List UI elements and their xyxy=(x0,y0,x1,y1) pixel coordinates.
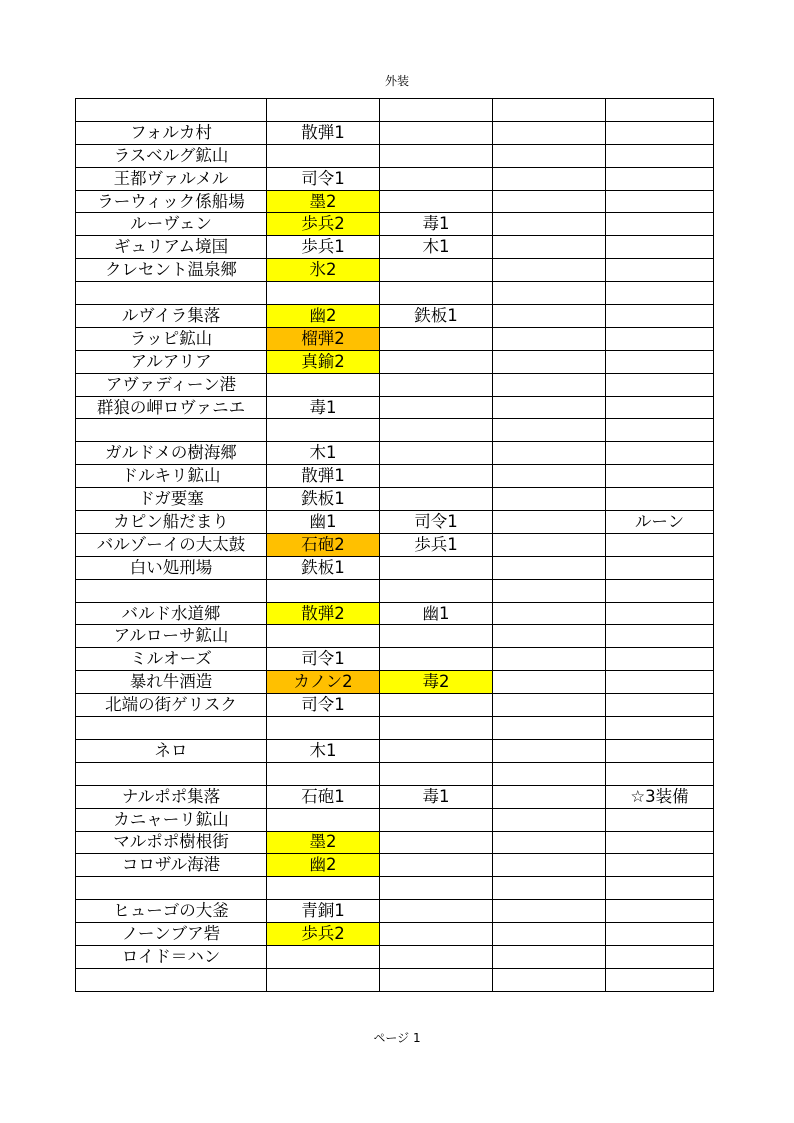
location-cell xyxy=(76,282,267,305)
spreadsheet-body xyxy=(76,99,714,992)
equip-cell-1: 散弾1 xyxy=(267,465,380,488)
note-cell xyxy=(606,488,714,511)
location-cell: ラッピ鉱山 xyxy=(76,327,267,350)
table-row xyxy=(76,968,714,991)
table-row xyxy=(76,945,714,968)
note-cell xyxy=(606,282,714,305)
equip-cell-3 xyxy=(493,602,606,625)
location-cell: アルローサ鉱山 xyxy=(76,625,267,648)
note-cell xyxy=(606,236,714,259)
equip-cell-1 xyxy=(267,717,380,740)
location-cell: カニャーリ鉱山 xyxy=(76,808,267,831)
equip-cell-2: 毒1 xyxy=(380,213,493,236)
note-cell: ルーン xyxy=(606,511,714,534)
table-row xyxy=(76,236,714,259)
table-row xyxy=(76,144,714,167)
equip-cell-2: 鉄板1 xyxy=(380,305,493,328)
equip-cell-1: 石砲1 xyxy=(267,785,380,808)
equip-cell-3 xyxy=(493,190,606,213)
note-cell xyxy=(606,373,714,396)
table-row xyxy=(76,488,714,511)
equip-cell-2: 毒1 xyxy=(380,785,493,808)
equip-cell-1: 歩兵2 xyxy=(267,213,380,236)
equip-cell-1: 散弾1 xyxy=(267,121,380,144)
note-cell xyxy=(606,739,714,762)
equip-cell-3 xyxy=(493,831,606,854)
equip-cell-1: 榴弾2 xyxy=(267,327,380,350)
equip-cell-3 xyxy=(493,305,606,328)
table-row xyxy=(76,121,714,144)
location-cell: ノーンブア砦 xyxy=(76,923,267,946)
table-row xyxy=(76,694,714,717)
location-cell: ナルポポ集落 xyxy=(76,785,267,808)
equip-cell-3 xyxy=(493,121,606,144)
note-cell xyxy=(606,213,714,236)
note-cell xyxy=(606,396,714,419)
table-row xyxy=(76,762,714,785)
location-cell: ギュリアム境国 xyxy=(76,236,267,259)
equip-cell-2 xyxy=(380,190,493,213)
note-cell xyxy=(606,671,714,694)
location-cell: ドルキリ鉱山 xyxy=(76,465,267,488)
equip-cell-2 xyxy=(380,167,493,190)
equip-cell-2 xyxy=(380,739,493,762)
equip-cell-1: 幽2 xyxy=(267,305,380,328)
location-cell: バルゾーイの大太鼓 xyxy=(76,533,267,556)
equip-cell-1: 幽1 xyxy=(267,511,380,534)
equip-cell-1: 真鍮2 xyxy=(267,350,380,373)
equip-cell-3 xyxy=(493,625,606,648)
equip-cell-3 xyxy=(493,259,606,282)
table-row xyxy=(76,373,714,396)
equip-cell-1: 歩兵1 xyxy=(267,236,380,259)
equip-cell-1: 木1 xyxy=(267,739,380,762)
table-row xyxy=(76,625,714,648)
equip-cell-2 xyxy=(380,945,493,968)
table-row xyxy=(76,556,714,579)
location-cell: 王都ヴァルメル xyxy=(76,167,267,190)
equip-cell-1 xyxy=(267,373,380,396)
table-row xyxy=(76,396,714,419)
location-cell: アヴァディーン港 xyxy=(76,373,267,396)
equip-cell-2 xyxy=(380,419,493,442)
equip-cell-1: 氷2 xyxy=(267,259,380,282)
note-cell xyxy=(606,808,714,831)
table-row xyxy=(76,671,714,694)
equip-cell-3 xyxy=(493,945,606,968)
equip-cell-3 xyxy=(493,739,606,762)
location-cell: ヒューゴの大釜 xyxy=(76,900,267,923)
equip-cell-2 xyxy=(380,968,493,991)
table-row xyxy=(76,190,714,213)
equip-cell-3 xyxy=(493,808,606,831)
equip-cell-1: 幽2 xyxy=(267,854,380,877)
equip-cell-1 xyxy=(267,968,380,991)
equip-cell-3 xyxy=(493,671,606,694)
note-cell xyxy=(606,877,714,900)
equip-cell-2 xyxy=(380,373,493,396)
equip-cell-2 xyxy=(380,900,493,923)
location-cell: ラスベルグ鉱山 xyxy=(76,144,267,167)
equip-cell-2 xyxy=(380,808,493,831)
table-row xyxy=(76,282,714,305)
note-cell xyxy=(606,625,714,648)
location-cell: マルポポ樹根街 xyxy=(76,831,267,854)
equip-cell-3 xyxy=(493,533,606,556)
table-row xyxy=(76,602,714,625)
table-row xyxy=(76,305,714,328)
equip-cell-1 xyxy=(267,762,380,785)
location-cell: コロザル海港 xyxy=(76,854,267,877)
equip-cell-2 xyxy=(380,488,493,511)
equip-cell-1 xyxy=(267,945,380,968)
equip-cell-3 xyxy=(493,968,606,991)
note-cell xyxy=(606,350,714,373)
location-cell: バルド水道郷 xyxy=(76,602,267,625)
table-row xyxy=(76,327,714,350)
equip-cell-2 xyxy=(380,327,493,350)
equip-cell-2 xyxy=(380,579,493,602)
table-row xyxy=(76,923,714,946)
equip-cell-3 xyxy=(493,511,606,534)
location-cell: 白い処刑場 xyxy=(76,556,267,579)
table-row xyxy=(76,442,714,465)
location-cell xyxy=(76,968,267,991)
equip-cell-2 xyxy=(380,259,493,282)
equip-cell-1: 石砲2 xyxy=(267,533,380,556)
equip-cell-1: 墨2 xyxy=(267,831,380,854)
equip-cell-2 xyxy=(380,877,493,900)
equip-cell-2 xyxy=(380,121,493,144)
equip-cell-1: 墨2 xyxy=(267,190,380,213)
note-cell xyxy=(606,465,714,488)
note-cell xyxy=(606,648,714,671)
equip-cell-1: 毒1 xyxy=(267,396,380,419)
equip-cell-1 xyxy=(267,579,380,602)
equip-cell-3 xyxy=(493,762,606,785)
page-header-title: 外装 xyxy=(384,74,409,88)
equip-cell-2: 司令1 xyxy=(380,511,493,534)
location-cell: アルアリア xyxy=(76,350,267,373)
equip-cell-1 xyxy=(267,625,380,648)
equip-cell-2 xyxy=(380,923,493,946)
equip-cell-1: 青銅1 xyxy=(267,900,380,923)
note-cell xyxy=(606,854,714,877)
note-cell xyxy=(606,945,714,968)
location-cell xyxy=(76,99,267,122)
table-row xyxy=(76,808,714,831)
equip-cell-3 xyxy=(493,785,606,808)
equip-cell-2 xyxy=(380,350,493,373)
note-cell xyxy=(606,556,714,579)
location-cell: ルーヴェン xyxy=(76,213,267,236)
table-row xyxy=(76,717,714,740)
equip-cell-1: 鉄板1 xyxy=(267,556,380,579)
note-cell xyxy=(606,762,714,785)
location-cell: 群狼の岬ロヴァニエ xyxy=(76,396,267,419)
location-cell: ルヴイラ集落 xyxy=(76,305,267,328)
equip-cell-3 xyxy=(493,282,606,305)
location-cell: ロイド＝ハン xyxy=(76,945,267,968)
equip-cell-2: 幽1 xyxy=(380,602,493,625)
equip-cell-3 xyxy=(493,579,606,602)
equip-cell-1: 歩兵2 xyxy=(267,923,380,946)
table-row xyxy=(76,739,714,762)
location-cell: 北端の街ゲリスク xyxy=(76,694,267,717)
equip-cell-3 xyxy=(493,213,606,236)
table-row xyxy=(76,465,714,488)
table-row xyxy=(76,854,714,877)
equip-cell-2 xyxy=(380,625,493,648)
note-cell xyxy=(606,121,714,144)
note-cell xyxy=(606,327,714,350)
equip-cell-3 xyxy=(493,396,606,419)
equip-cell-2: 歩兵1 xyxy=(380,533,493,556)
location-cell xyxy=(76,717,267,740)
equip-cell-3 xyxy=(493,877,606,900)
equip-cell-1: 散弾2 xyxy=(267,602,380,625)
equip-cell-1: カノン2 xyxy=(267,671,380,694)
table-row xyxy=(76,419,714,442)
note-cell xyxy=(606,167,714,190)
note-cell xyxy=(606,579,714,602)
table-row xyxy=(76,213,714,236)
location-cell: フォルカ村 xyxy=(76,121,267,144)
location-cell xyxy=(76,877,267,900)
location-cell: クレセント温泉郷 xyxy=(76,259,267,282)
equip-cell-2 xyxy=(380,442,493,465)
equip-cell-3 xyxy=(493,854,606,877)
equip-cell-3 xyxy=(493,465,606,488)
equip-cell-3 xyxy=(493,327,606,350)
page-footer-number: ページ 1 xyxy=(373,1031,421,1045)
note-cell xyxy=(606,602,714,625)
note-cell xyxy=(606,900,714,923)
table-row xyxy=(76,350,714,373)
note-cell xyxy=(606,717,714,740)
note-cell xyxy=(606,99,714,122)
note-cell xyxy=(606,259,714,282)
equip-cell-2 xyxy=(380,556,493,579)
equip-cell-3 xyxy=(493,717,606,740)
equip-cell-3 xyxy=(493,488,606,511)
equip-cell-2 xyxy=(380,854,493,877)
equip-cell-2 xyxy=(380,762,493,785)
equip-cell-2: 毒2 xyxy=(380,671,493,694)
table-row xyxy=(76,831,714,854)
table-row xyxy=(76,259,714,282)
equip-cell-1 xyxy=(267,144,380,167)
location-cell: ドガ要塞 xyxy=(76,488,267,511)
equip-cell-3 xyxy=(493,99,606,122)
equip-cell-3 xyxy=(493,167,606,190)
equip-cell-3 xyxy=(493,144,606,167)
equip-cell-3 xyxy=(493,556,606,579)
spreadsheet-table xyxy=(75,98,714,992)
equip-cell-2: 木1 xyxy=(380,236,493,259)
note-cell xyxy=(606,533,714,556)
equip-cell-2 xyxy=(380,144,493,167)
location-cell: 暴れ牛酒造 xyxy=(76,671,267,694)
table-row xyxy=(76,648,714,671)
equip-cell-1 xyxy=(267,99,380,122)
equip-cell-2 xyxy=(380,831,493,854)
equip-cell-2 xyxy=(380,396,493,419)
note-cell xyxy=(606,190,714,213)
location-cell xyxy=(76,762,267,785)
equip-cell-3 xyxy=(493,442,606,465)
note-cell xyxy=(606,831,714,854)
equip-cell-3 xyxy=(493,373,606,396)
location-cell xyxy=(76,579,267,602)
table-row xyxy=(76,785,714,808)
equip-cell-1 xyxy=(267,282,380,305)
note-cell xyxy=(606,144,714,167)
table-row xyxy=(76,167,714,190)
equip-cell-3 xyxy=(493,648,606,671)
equip-cell-1: 木1 xyxy=(267,442,380,465)
equip-cell-3 xyxy=(493,694,606,717)
equip-cell-1 xyxy=(267,808,380,831)
note-cell xyxy=(606,419,714,442)
table-row xyxy=(76,900,714,923)
note-cell xyxy=(606,305,714,328)
table-row xyxy=(76,99,714,122)
note-cell: ☆3装備 xyxy=(606,785,714,808)
location-cell: ラーウィック係船場 xyxy=(76,190,267,213)
equip-cell-1: 司令1 xyxy=(267,648,380,671)
equip-cell-1: 鉄板1 xyxy=(267,488,380,511)
equip-cell-3 xyxy=(493,900,606,923)
equip-cell-2 xyxy=(380,694,493,717)
equip-cell-3 xyxy=(493,419,606,442)
location-cell: ガルドメの樹海郷 xyxy=(76,442,267,465)
equip-cell-1 xyxy=(267,877,380,900)
equip-cell-3 xyxy=(493,236,606,259)
table-row xyxy=(76,511,714,534)
location-cell: ミルオーズ xyxy=(76,648,267,671)
equip-cell-1 xyxy=(267,419,380,442)
location-cell: カピン船だまり xyxy=(76,511,267,534)
note-cell xyxy=(606,442,714,465)
equip-cell-2 xyxy=(380,282,493,305)
equip-cell-1: 司令1 xyxy=(267,167,380,190)
equip-cell-2 xyxy=(380,99,493,122)
equip-cell-3 xyxy=(493,923,606,946)
note-cell xyxy=(606,923,714,946)
table-row xyxy=(76,579,714,602)
equip-cell-1: 司令1 xyxy=(267,694,380,717)
location-cell: ネロ xyxy=(76,739,267,762)
note-cell xyxy=(606,694,714,717)
equip-cell-2 xyxy=(380,648,493,671)
equip-cell-2 xyxy=(380,465,493,488)
equip-cell-3 xyxy=(493,350,606,373)
note-cell xyxy=(606,968,714,991)
location-cell xyxy=(76,419,267,442)
table-row xyxy=(76,877,714,900)
table-row xyxy=(76,533,714,556)
equip-cell-2 xyxy=(380,717,493,740)
